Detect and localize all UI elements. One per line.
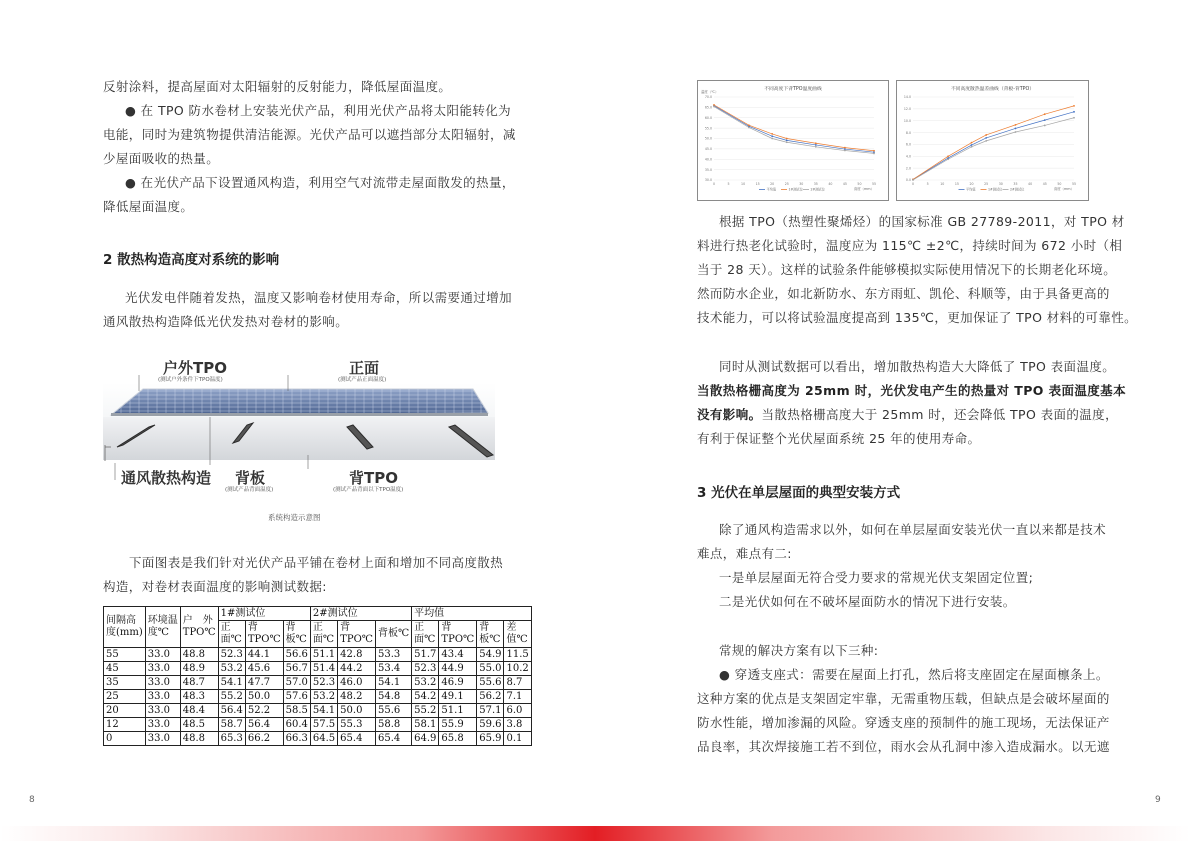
text-line: 难点，难点有二:	[697, 546, 792, 561]
chart-data-point	[1044, 113, 1046, 115]
right-paragraph-2	[697, 355, 1126, 451]
chart-data-point	[771, 133, 773, 135]
header-cell	[145, 607, 180, 648]
subheader-cell	[412, 621, 439, 648]
table-cell: 3.8	[504, 718, 531, 732]
text-line: 二是光伏如何在不破坏屋面防水的情况下进行安装。	[719, 594, 1016, 609]
table-cell: 53.2	[218, 662, 245, 676]
chart-y-tick-label: 8.0	[905, 130, 911, 135]
table-cell: 42.8	[338, 648, 376, 662]
chart-legend-label: 2#测试位	[1010, 187, 1025, 192]
chart-y-tick-label: 60.0	[704, 115, 712, 120]
table-cell: 51.1	[439, 704, 477, 718]
header-text: 户 外	[182, 615, 213, 626]
chart-y-tick-label: 40.0	[704, 157, 712, 162]
chart-data-point	[947, 158, 949, 160]
subheader-cell	[338, 621, 376, 648]
table-row	[104, 690, 532, 704]
header-text: 面℃	[220, 634, 242, 645]
chart-x-tick-label: 25	[784, 182, 789, 186]
table-cell: 56.6	[283, 648, 310, 662]
chart-y-tick-label: 2.0	[905, 166, 911, 171]
chart-series-line	[913, 106, 1074, 180]
table-cell: 58.1	[412, 718, 439, 732]
table-cell: 53.3	[375, 648, 411, 662]
right-paragraph-1	[697, 210, 1137, 330]
chart-data-point	[971, 142, 973, 144]
chart-x-tick-label: 40	[828, 182, 833, 186]
header-text: 面℃	[312, 634, 335, 645]
table-cell: 58.8	[375, 718, 411, 732]
header-cell	[180, 607, 218, 648]
text-line: 少屋面吸收的热量。	[103, 151, 220, 166]
table-cell: 55.2	[218, 690, 245, 704]
chart-data-point	[771, 138, 773, 140]
table-cell: 48.8	[180, 732, 218, 746]
test-data-table-wrapper	[103, 606, 532, 746]
text-line: ● 穿透支座式：需要在屋面上打孔，然后将支座固定在屋面檩条上。	[719, 667, 1109, 682]
table-cell: 47.7	[245, 676, 283, 690]
right-paragraph-3	[697, 518, 1106, 614]
chart-x-tick-label: 55	[871, 182, 877, 186]
page-number-right: 9	[1155, 795, 1161, 805]
table-cell: 33.0	[145, 704, 180, 718]
chart-data-point	[947, 155, 949, 157]
table-cell: 48.9	[180, 662, 218, 676]
group-header-1: 1#测试位	[218, 607, 310, 621]
table-cell: 66.2	[245, 732, 283, 746]
header-text: 值℃	[506, 634, 528, 645]
table-cell: 10.2	[504, 662, 531, 676]
table-cell: 64.5	[310, 732, 337, 746]
table-cell: 46.0	[338, 676, 376, 690]
header-text: 板℃	[479, 634, 501, 645]
text-run: 当散热格栅高度大于 25mm 时，还会降低 TPO 表面的温度，	[761, 407, 1118, 422]
table-cell: 55.6	[477, 676, 504, 690]
chart-legend-label: 2#测试位	[810, 187, 825, 192]
chart-data-point	[844, 147, 846, 149]
chart-data-point	[771, 135, 773, 137]
chart-x-tick-label: 20	[969, 182, 974, 186]
chart-x-axis-label: 高度（mm）	[1053, 187, 1074, 191]
chart-x-tick-label: 55	[1071, 182, 1077, 186]
diagram-label-back-tpo: 背TPO	[349, 469, 398, 487]
table-body	[104, 648, 532, 746]
table-cell: 53.2	[310, 690, 337, 704]
table-cell: 52.3	[310, 676, 337, 690]
chart-x-tick-label: 5	[727, 182, 730, 186]
header-text: TPO℃	[247, 634, 281, 645]
table-cell: 55	[104, 648, 146, 662]
chart-x-tick-label: 0	[712, 182, 716, 186]
chart-data-point	[1015, 128, 1017, 130]
table-cell: 50.0	[338, 704, 376, 718]
diagram-caption: 系统构造示意图	[268, 513, 321, 522]
chart-x-axis-label: 高度（mm）	[853, 187, 874, 191]
right-paragraph-4	[697, 639, 1110, 759]
text-line: ● 在光伏产品下设置通风构造，利用空气对流带走屋面散发的热量，	[125, 175, 515, 190]
table-cell: 44.9	[439, 662, 477, 676]
table-cell: 55.6	[375, 704, 411, 718]
text-line: 下面图表是我们针对光伏产品平铺在卷材上面和增加不同高度散热	[129, 555, 504, 570]
header-text: 度(mm)	[106, 627, 143, 638]
chart-back-tpo-temperature	[697, 80, 889, 201]
group-header-3: 平均值	[412, 607, 532, 621]
bold-text: 没有影响。	[697, 407, 762, 422]
chart-x-tick-label: 45	[1042, 182, 1047, 186]
table-cell: 56.7	[283, 662, 310, 676]
subheader-cell: 背板℃	[375, 621, 411, 648]
header-text: 正	[220, 622, 231, 633]
table-cell: 33.0	[145, 676, 180, 690]
table-cell: 54.9	[477, 648, 504, 662]
text-line: 除了通风构造需求以外，如何在单层屋面安装光伏一直以来都是技术	[719, 522, 1107, 537]
chart-x-tick-label: 50	[857, 182, 862, 186]
table-cell: 33.0	[145, 718, 180, 732]
chart-x-tick-label: 15	[954, 182, 959, 186]
header-text: 背	[247, 622, 258, 633]
table-cell: 55.3	[338, 718, 376, 732]
table-cell: 48.7	[180, 676, 218, 690]
text-line: 然而防水企业，如北新防水、东方雨虹、凯伦、科顺等，由于具备更高的	[697, 286, 1110, 301]
table-row	[104, 718, 532, 732]
header-text: 正	[414, 622, 425, 633]
subheader-cell	[283, 621, 310, 648]
table-cell: 35	[104, 676, 146, 690]
table-cell: 0.1	[504, 732, 531, 746]
table-cell: 57.1	[477, 704, 504, 718]
header-text: 面℃	[414, 634, 436, 645]
text-line: 同时从测试数据可以看出，增加散热构造大大降低了 TPO 表面温度。	[719, 359, 1116, 374]
chart-title: 不同高度散热温差曲线（背板-背TPO）	[950, 87, 1035, 92]
chart-x-tick-label: 40	[1028, 182, 1033, 186]
header-text: TPO℃	[340, 634, 373, 645]
text-line: 料进行热老化试验时，温度应为 115℃ ±2℃，持续时间为 672 小时（相	[697, 238, 1123, 253]
table-cell: 65.8	[439, 732, 477, 746]
header-text: 差	[506, 622, 517, 633]
chart-data-point	[713, 106, 715, 108]
chart-x-tick-label: 35	[1013, 182, 1018, 186]
chart-data-point	[985, 137, 987, 139]
table-cell: 54.8	[375, 690, 411, 704]
table-cell: 45.6	[245, 662, 283, 676]
table-cell: 48.5	[180, 718, 218, 732]
header-text: 环境温	[147, 615, 178, 626]
table-cell: 33.0	[145, 690, 180, 704]
table-cell: 57.0	[283, 676, 310, 690]
table-cell: 54.1	[375, 676, 411, 690]
chart-y-tick-label: 30.0	[704, 178, 712, 183]
chart-data-point	[815, 144, 817, 146]
table-cell: 56.4	[245, 718, 283, 732]
text-line: ● 在 TPO 防水卷材上安装光伏产品，利用光伏产品将太阳能转化为	[125, 103, 512, 118]
diagram-sublabel-back-tpo: (测试产品背面以下TPO温度)	[333, 487, 404, 493]
text-line: 技术能力，可以将试验温度提高到 135℃，更加保证了 TPO 材料的可靠性。	[697, 310, 1138, 325]
table-row	[104, 732, 532, 746]
chart-series-line	[714, 106, 874, 152]
chart-x-tick-label: 45	[842, 182, 847, 186]
chart-data-point	[971, 146, 973, 148]
table-cell: 33.0	[145, 732, 180, 746]
text-line: 一是单层屋面无符合受力要求的常规光伏支架固定位置;	[719, 570, 1034, 585]
chart-y-tick-label: 12.0	[903, 107, 911, 112]
table-cell: 56.2	[477, 690, 504, 704]
table-cell: 55.9	[439, 718, 477, 732]
table-cell: 44.1	[245, 648, 283, 662]
subheader-cell	[245, 621, 283, 648]
table-cell: 48.3	[180, 690, 218, 704]
chart-y-tick-label: 4.0	[905, 154, 911, 159]
table-cell: 65.3	[218, 732, 245, 746]
text-line: 通风散热构造降低光伏发热对卷材的影响。	[103, 314, 349, 329]
table-row	[104, 662, 532, 676]
chart-data-point	[873, 150, 875, 152]
header-text: 度℃	[147, 627, 169, 638]
chart-legend-label: 平均值	[966, 187, 976, 192]
subheader-cell	[218, 621, 245, 648]
chart-temperature-difference	[896, 80, 1089, 201]
chart-x-tick-label: 50	[1057, 182, 1062, 186]
text-line: 防水性能，增加渗漏的风险。穿透支座的预制件的施工现场，无法保证产	[697, 715, 1110, 730]
table-cell: 59.6	[477, 718, 504, 732]
chart-y-tick-label: 35.0	[704, 167, 712, 172]
chart-y-tick-label: 45.0	[704, 147, 712, 152]
table-cell: 25	[104, 690, 146, 704]
table-cell: 0	[104, 732, 146, 746]
subheader-cell	[504, 621, 531, 648]
header-text: 间隔高	[106, 615, 136, 626]
chart-data-point	[1044, 125, 1046, 127]
chart-data-point	[786, 139, 788, 141]
table-cell: 64.9	[412, 732, 439, 746]
text-line: 电能，同时为建筑物提供清洁能源。光伏产品可以遮挡部分太阳辐射，减	[103, 127, 516, 142]
table-cell: 65.9	[477, 732, 504, 746]
diagram-sublabel-front: (测试产品正面温度)	[338, 377, 387, 383]
table-cell: 66.3	[283, 732, 310, 746]
text-line-bold: 当散热格栅高度为 25mm 时，光伏发电产生的热量对 TPO 表面温度基本	[697, 383, 1126, 398]
chart-x-tick-label: 30	[799, 182, 804, 186]
diagram-sublabel-backsheet: (测试产品背面温度)	[225, 487, 274, 493]
table-cell: 20	[104, 704, 146, 718]
table-row	[104, 648, 532, 662]
table-cell: 55.0	[477, 662, 504, 676]
chart-data-point	[844, 150, 846, 152]
table-cell: 8.7	[504, 676, 531, 690]
table-cell: 46.9	[439, 676, 477, 690]
header-text: 正	[312, 622, 323, 633]
chart-y-tick-label: 0.0	[905, 178, 911, 183]
table-cell: 60.4	[283, 718, 310, 732]
table-cell: 49.1	[439, 690, 477, 704]
table-cell: 48.4	[180, 704, 218, 718]
page-number-left: 8	[29, 795, 35, 805]
table-cell: 57.5	[310, 718, 337, 732]
header-cell	[104, 607, 146, 648]
chart-data-point	[1073, 111, 1075, 113]
chart-series-line	[714, 107, 874, 154]
header-text: TPO℃	[441, 634, 475, 645]
chart-temperature-difference-svg	[897, 81, 1088, 200]
chart-data-point	[786, 138, 788, 140]
chart-x-tick-label: 35	[813, 182, 818, 186]
chart-x-tick-label: 10	[741, 182, 746, 186]
chart-series-line	[714, 105, 874, 151]
text-line: 品良率，其次焊接施工若不到位，雨水会从孔洞中渗入造成漏水。以无遮	[697, 739, 1110, 754]
section-heading-2: 2 散热构造高度对系统的影响	[103, 252, 280, 268]
table-cell: 33.0	[145, 662, 180, 676]
chart-x-tick-label: 5	[926, 182, 929, 186]
text-line: 构造，对卷材表面温度的影响测试数据:	[103, 579, 327, 594]
left-paragraph-2	[103, 286, 512, 334]
chart-x-tick-label: 15	[755, 182, 760, 186]
table-cell: 43.4	[439, 648, 477, 662]
diagram-label-outdoor-tpo: 户外TPO	[163, 359, 227, 377]
chart-title: 不同高度下背TPO温度曲线	[764, 87, 822, 92]
chart-data-point	[748, 124, 750, 126]
text-line: 这种方案的优点是支架固定牢靠，无需重物压载，但缺点是会破坏屋面的	[697, 691, 1110, 706]
table-cell: 52.3	[218, 648, 245, 662]
subheader-cell	[477, 621, 504, 648]
chart-x-tick-label: 20	[770, 182, 775, 186]
header-text: 板℃	[285, 634, 307, 645]
table-cell: 58.5	[283, 704, 310, 718]
table-cell: 54.1	[310, 704, 337, 718]
chart-data-point	[1044, 119, 1046, 121]
chart-x-tick-label: 0	[911, 182, 915, 186]
chart-data-point	[815, 142, 817, 144]
text-line: 反射涂料，提高屋面对太阳辐射的反射能力，降低屋面温度。	[103, 79, 452, 94]
table-cell: 51.7	[412, 648, 439, 662]
header-text: 背	[479, 622, 490, 633]
diagram-label-front: 正面	[349, 359, 380, 377]
chart-series-line	[913, 112, 1074, 180]
table-cell: 12	[104, 718, 146, 732]
header-text: 背	[340, 622, 351, 633]
diagram-label-ventilation: 通风散热构造	[121, 469, 212, 487]
chart-y-tick-label: 70.0	[704, 95, 712, 100]
table-cell: 54.2	[412, 690, 439, 704]
left-page-intro	[103, 75, 516, 219]
table-cell: 52.2	[245, 704, 283, 718]
table-cell: 58.7	[218, 718, 245, 732]
table-row	[104, 676, 532, 690]
text-line: 光伏发电伴随着发热，温度又影响卷材使用寿命，所以需要通过增加	[125, 290, 513, 305]
chart-legend-label: 1#测试位	[788, 187, 803, 192]
table-cell: 45	[104, 662, 146, 676]
header-text: TPO℃	[182, 627, 216, 638]
group-header-2: 2#测试位	[310, 607, 411, 621]
table-cell: 44.2	[338, 662, 376, 676]
table-cell: 11.5	[504, 648, 531, 662]
chart-legend-label: 平均值	[766, 187, 777, 192]
chart-y-tick-label: 10.0	[903, 118, 911, 123]
table-cell: 55.2	[412, 704, 439, 718]
subheader-cell	[310, 621, 337, 648]
chart-data-point	[1073, 105, 1075, 107]
table-cell: 53.2	[412, 676, 439, 690]
table-cell: 56.4	[218, 704, 245, 718]
chart-data-point	[971, 144, 973, 146]
footer-gradient-bar	[0, 826, 1190, 841]
subheader-cell	[439, 621, 477, 648]
chart-data-point	[985, 134, 987, 136]
text-line: 常规的解决方案有以下三种:	[719, 643, 879, 658]
chart-data-point	[748, 127, 750, 129]
diagram-sublabel-outdoor-tpo: (测试户外条件下TPO温度)	[158, 377, 223, 383]
table-cell: 50.0	[245, 690, 283, 704]
table-cell: 33.0	[145, 648, 180, 662]
header-text: 背	[285, 622, 296, 633]
test-data-table	[103, 606, 532, 746]
text-line: 当于 28 天）。这样的试验条件能够模拟实际使用情况下的长期老化环境。	[697, 262, 1117, 277]
header-text: 背	[441, 622, 452, 633]
chart-y-axis-label: 温度（℃）	[701, 90, 719, 94]
text-line: 根据 TPO（热塑性聚烯烃）的国家标准 GB 27789-2011，对 TPO 材	[719, 214, 1125, 229]
table-cell: 6.0	[504, 704, 531, 718]
chart-y-tick-label: 65.0	[704, 105, 712, 110]
table-cell: 51.4	[310, 662, 337, 676]
chart-y-tick-label: 6.0	[905, 142, 911, 147]
table-cell: 53.4	[375, 662, 411, 676]
chart-x-tick-label: 30	[998, 182, 1003, 186]
table-cell: 54.1	[218, 676, 245, 690]
chart-data-point	[786, 141, 788, 143]
chart-x-tick-label: 25	[984, 182, 989, 186]
table-cell: 48.8	[180, 648, 218, 662]
section-heading-3: 3 光伏在单层屋面的典型安装方式	[697, 485, 901, 501]
chart-x-tick-label: 10	[940, 182, 945, 186]
table-cell: 65.4	[338, 732, 376, 746]
table-row	[104, 704, 532, 718]
table-cell: 65.4	[375, 732, 411, 746]
table-cell: 52.3	[412, 662, 439, 676]
chart-data-point	[815, 146, 817, 148]
chart-data-point	[1073, 117, 1075, 119]
chart-legend-label: 1#测试位	[988, 187, 1003, 192]
chart-data-point	[1015, 131, 1017, 133]
diagram-label-backsheet: 背板	[235, 469, 266, 487]
table-cell: 48.2	[338, 690, 376, 704]
chart-y-tick-label: 50.0	[704, 136, 712, 141]
chart-y-tick-label: 14.0	[903, 95, 911, 100]
table-cell: 51.1	[310, 648, 337, 662]
system-diagram	[103, 355, 495, 500]
chart-data-point	[713, 104, 715, 106]
table-cell: 57.6	[283, 690, 310, 704]
text-line: 降低屋面温度。	[103, 199, 194, 214]
chart-data-point	[1015, 124, 1017, 126]
chart-data-point	[873, 153, 875, 155]
chart-data-point	[985, 140, 987, 142]
table-cell: 7.1	[504, 690, 531, 704]
left-paragraph-3	[103, 551, 503, 599]
chart-back-tpo-temperature-svg	[698, 81, 888, 200]
chart-series-line	[913, 118, 1074, 180]
chart-data-point	[912, 179, 914, 181]
text-line-mixed	[697, 403, 1126, 427]
text-line: 有利于保证整个光伏屋面系统 25 年的使用寿命。	[697, 431, 981, 446]
table-header-row	[104, 607, 532, 621]
chart-y-tick-label: 55.0	[704, 126, 712, 131]
